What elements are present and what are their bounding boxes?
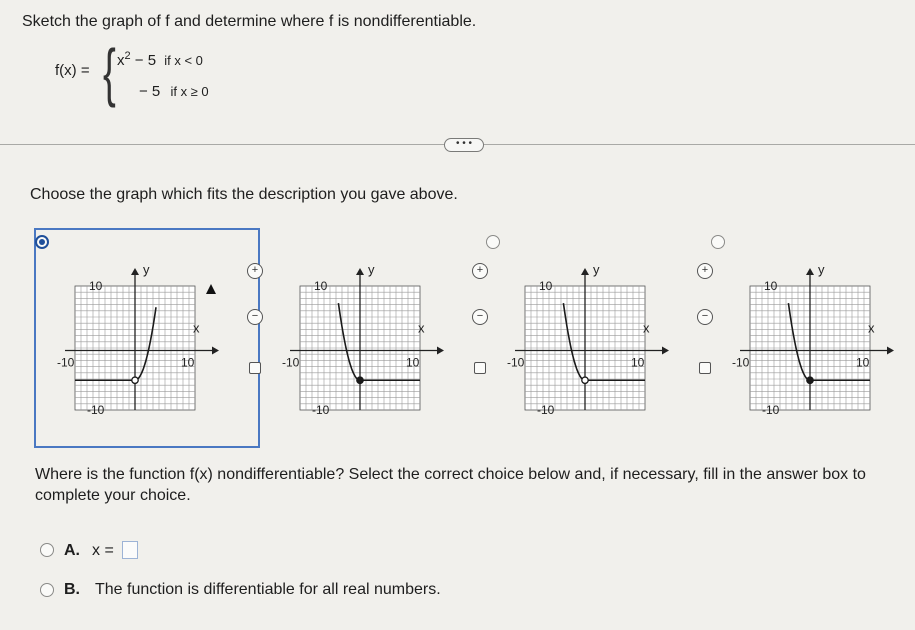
endpoint-marker [582, 377, 588, 383]
x-tick-10: 10 [406, 355, 420, 370]
case-1: $x^2 - 5$ if x < 0 [117, 50, 203, 69]
x-tick-neg10: -10 [282, 355, 300, 370]
y-axis-arrow [131, 268, 139, 275]
graph-2-zoom-out-icon[interactable]: − [472, 309, 488, 325]
graph-option-3-radio[interactable] [711, 235, 725, 249]
y-tick-neg10: -10 [762, 403, 780, 417]
more-button[interactable]: • • • [444, 138, 484, 152]
graph-option-4[interactable] [728, 262, 915, 422]
y-tick-neg10: -10 [87, 403, 105, 417]
y-tick-10: 10 [314, 279, 328, 293]
x-tick-neg10: -10 [57, 355, 75, 370]
y-axis-label: y [368, 262, 375, 277]
choice-a-letter: A. [64, 542, 80, 559]
x-tick-10: 10 [181, 355, 195, 370]
question-prompt: Sketch the graph of f and determine where f is nondifferentiable. [22, 13, 477, 30]
graph-3-zoom-out-icon[interactable]: − [697, 309, 713, 325]
x-axis-label: x [868, 320, 875, 336]
x-tick-10: 10 [856, 355, 870, 370]
choose-prompt: Choose the graph which fits the description you gave above. [30, 186, 458, 203]
x-axis-label: x [418, 320, 425, 336]
mouse-cursor-icon [206, 284, 216, 294]
answer-input-box[interactable] [122, 541, 138, 559]
y-axis-label: y [818, 262, 825, 277]
graph-option-2[interactable] [278, 262, 478, 422]
choice-b-text: The function is differentiable for all real numbers. [95, 581, 441, 598]
endpoint-marker [132, 377, 138, 383]
y-tick-10: 10 [89, 279, 103, 293]
choice-b[interactable] [40, 578, 540, 598]
graph-3-zoom-in-icon[interactable]: + [697, 263, 713, 279]
y-tick-10: 10 [539, 279, 553, 293]
function-label: f(x) = [55, 62, 90, 79]
graph-2-zoom-in-icon[interactable]: + [472, 263, 488, 279]
x-tick-neg10: -10 [507, 355, 525, 370]
graph-option-1[interactable] [53, 262, 253, 422]
y-tick-10: 10 [764, 279, 778, 293]
graph-1-zoom-out-icon[interactable]: − [247, 309, 263, 325]
y-tick-neg10: -10 [312, 403, 330, 417]
x-axis-arrow [662, 346, 669, 354]
endpoint-marker [807, 377, 813, 383]
endpoint-marker [357, 377, 363, 383]
y-axis-label: y [143, 262, 150, 277]
choice-b-letter: B. [64, 581, 80, 598]
x-axis-label: x [193, 320, 200, 336]
graph-1-zoom-in-icon[interactable]: + [247, 263, 263, 279]
choice-a[interactable] [40, 540, 240, 560]
x-axis-label: x [643, 320, 650, 336]
graph-option-3[interactable] [503, 262, 703, 422]
brace-glyph: { [103, 36, 116, 108]
y-axis-arrow [806, 268, 814, 275]
y-axis-arrow [581, 268, 589, 275]
case-2: − 5 if x ≥ 0 [139, 83, 209, 100]
graph-option-2-radio[interactable] [486, 235, 500, 249]
x-axis-arrow [212, 346, 219, 354]
x-tick-neg10: -10 [732, 355, 750, 370]
x-axis-arrow [437, 346, 444, 354]
y-tick-neg10: -10 [537, 403, 555, 417]
graph-option-1-radio[interactable] [35, 235, 49, 249]
choice-a-radio[interactable] [40, 543, 54, 557]
y-axis-label: y [593, 262, 600, 277]
choice-b-radio[interactable] [40, 583, 54, 597]
y-axis-arrow [356, 268, 364, 275]
x-axis-arrow [887, 346, 894, 354]
choice-a-text: x = [92, 542, 114, 559]
where-prompt: Where is the function f(x) nondifferentiable? Select the correct choice below and, if necessary, fill in the answer box to complete your choice. [35, 466, 866, 504]
x-tick-10: 10 [631, 355, 645, 370]
piecewise-function [55, 36, 275, 118]
